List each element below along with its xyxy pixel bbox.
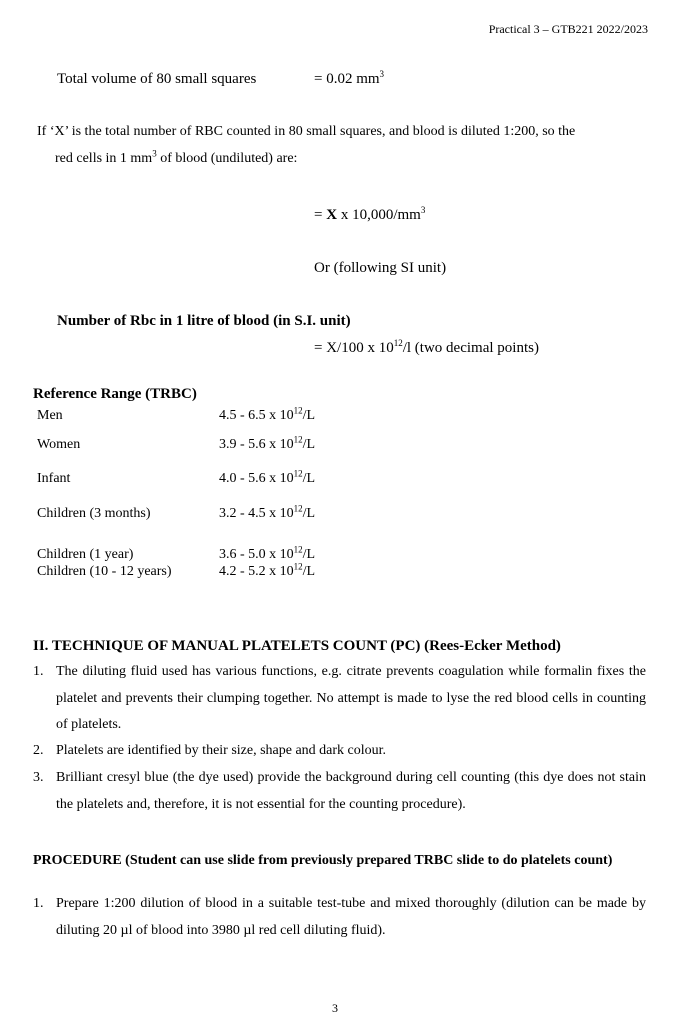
volume-value-sup: 3 [379, 69, 385, 79]
reference-row-range [219, 563, 315, 580]
reference-range-unit: /L [302, 408, 316, 423]
page-number: 3 [332, 1001, 338, 1015]
or-si-unit-line: Or (following SI unit) [314, 260, 447, 276]
reference-row-label: Women [37, 437, 81, 452]
reference-range-sup: 12 [293, 405, 303, 416]
reference-range-unit: /L [302, 437, 316, 452]
formula1-x: X [326, 207, 338, 223]
reference-range-unit: /L [302, 547, 316, 562]
list-text: Brilliant cresyl blue (the dye used) provide the background during cell counting (this dye does not stain the platelets and, therefore, it is not essential for the counting procedure). [56, 770, 646, 812]
list-number: 2. [33, 743, 44, 758]
reference-row-range [219, 407, 315, 424]
list-number: 3. [33, 770, 44, 785]
formula1-eq: = [314, 207, 327, 223]
reference-range-sup: 12 [293, 544, 303, 555]
formula2-b: /l (two decimal points) [402, 340, 539, 356]
reference-row-label: Children (10 - 12 years) [37, 564, 172, 579]
formula1-sup: 3 [420, 205, 426, 215]
rbc-paragraph-sup: 3 [152, 148, 157, 159]
reference-row-range [219, 436, 315, 453]
list-number: 1. [33, 896, 44, 911]
formula1-rest: x 10,000/mm [337, 207, 421, 223]
reference-row-range [219, 505, 315, 522]
formula2-sup: 12 [393, 338, 403, 348]
reference-range-sup: 12 [293, 468, 303, 479]
list-text: Prepare 1:200 dilution of blood in a suitable test-tube and mixed thoroughly (dilution can be made by diluting 20 µl of blood into 3980 µl red cell diluting fluid). [56, 896, 646, 938]
page-header: Practical 3 – GTB221 2022/2023 [488, 22, 648, 36]
rbc-paragraph-text-b: of blood (undiluted) are: [156, 151, 298, 166]
procedure-item-1 [33, 891, 645, 945]
reference-row-label: Infant [37, 471, 71, 486]
reference-range-unit: /L [302, 471, 316, 486]
volume-value [314, 70, 384, 88]
reference-range-text: 3.2 - 4.5 x 10 [219, 506, 294, 521]
reference-range-text: 4.5 - 6.5 x 10 [219, 408, 294, 423]
reference-range-text: 3.6 - 5.0 x 10 [219, 547, 294, 562]
section-2-item-1 [33, 659, 645, 739]
section-2-title: II. TECHNIQUE OF MANUAL PLATELETS COUNT (PC) (Rees-Ecker Method) [33, 638, 561, 654]
reference-row-range [219, 470, 315, 487]
list-text: Platelets are identified by their size, shape and dark colour. [56, 743, 387, 758]
formula2-a: = X/100 x 10 [314, 340, 394, 356]
volume-label: Total volume of 80 small squares [57, 71, 257, 87]
volume-value-text: = 0.02 mm [314, 71, 380, 87]
list-number: 1. [33, 664, 44, 679]
reference-range-text: 3.9 - 5.6 x 10 [219, 437, 294, 452]
reference-row-label: Children (1 year) [37, 547, 134, 562]
procedure-title: PROCEDURE (Student can use slide from previously prepared TRBC slide to do platelets count) [33, 853, 613, 868]
reference-range-sup: 12 [293, 434, 303, 445]
reference-row-label: Children (3 months) [37, 506, 151, 521]
section-2-item-3 [33, 765, 645, 819]
rbc-paragraph-line1: If ‘X’ is the total number of RBC counted in 80 small squares, and blood is diluted 1:200, so the [37, 124, 576, 139]
section-2-item-2 [33, 738, 645, 765]
reference-range-unit: /L [302, 564, 316, 579]
rbc-paragraph-text-a: red cells in 1 mm [55, 151, 153, 166]
reference-row-label: Men [37, 408, 63, 423]
formula-rbc-per-litre [314, 339, 539, 357]
rbc-paragraph-line2 [55, 150, 297, 168]
reference-range-sup: 12 [293, 503, 303, 514]
reference-range-text: 4.2 - 5.2 x 10 [219, 564, 294, 579]
reference-range-sup: 12 [293, 561, 303, 572]
reference-range-unit: /L [302, 506, 316, 521]
si-unit-heading: Number of Rbc in 1 litre of blood (in S.I. unit) [57, 313, 351, 329]
reference-range-text: 4.0 - 5.6 x 10 [219, 471, 294, 486]
formula-rbc-per-mm3 [314, 206, 425, 224]
reference-range-title: Reference Range (TRBC) [33, 386, 197, 402]
list-text: The diluting fluid used has various functions, e.g. citrate prevents coagulation while formalin fixes the platelet and prevents their clumping together. No attempt is made to lyse the red blood cells in counting of platelets. [56, 664, 646, 732]
